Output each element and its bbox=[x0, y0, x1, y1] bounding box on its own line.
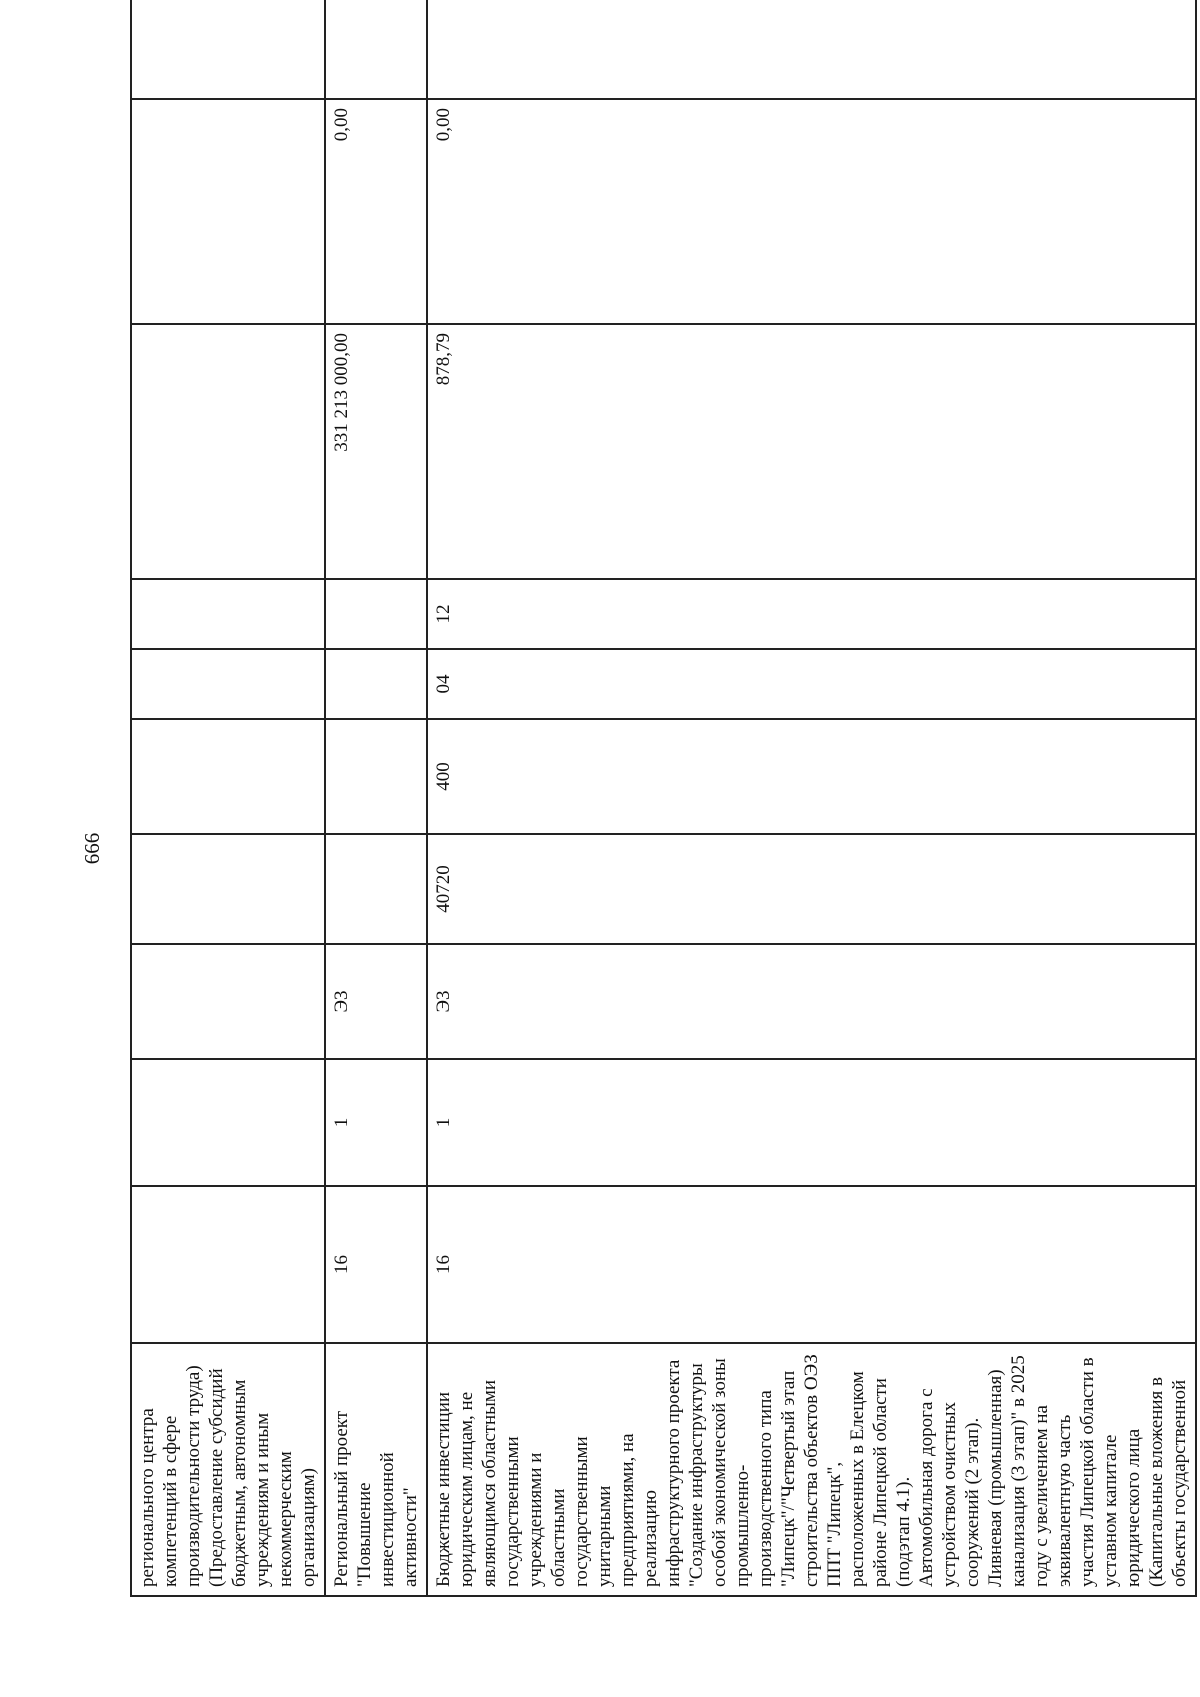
page-number: 666 bbox=[80, 832, 104, 865]
code-cell bbox=[131, 1059, 325, 1186]
code-cell: 1 bbox=[325, 1059, 427, 1186]
amount-cell: 0,00 bbox=[325, 99, 427, 324]
amount-cell bbox=[427, 0, 1196, 99]
table-row bbox=[325, 0, 427, 1596]
amount-cell bbox=[131, 0, 325, 99]
code-cell bbox=[131, 1186, 325, 1343]
code-cell: 04 bbox=[427, 649, 1196, 719]
row-name: Бюджетные инвестиции юридическим лицам, не являющимся областными государственными учреждениями и областными государственными унитарными предприятиями, на реализацию инфраструктурного проекта "Создание инфраструктуры особой экономической зоны промышленно-производственного типа "Липецк"/"Четвертый этап строительства объектов ОЭЗ ППТ "Липецк", расположенных в Елецком районе Липецкой области (подэтап 4.1). Автомобильная дорога с устройством очистных сооружений (2 этап). Ливневая (промышленная) канализация (3 этап)" в 2025 году с увеличением на эквивалентную часть участия Липецкой области в уставном капитале юридического лица (Капитальные вложения в объекты государственной bbox=[427, 1343, 1196, 1596]
code-cell bbox=[131, 579, 325, 649]
code-cell: 400 bbox=[427, 719, 1196, 834]
code-cell: 12 bbox=[427, 579, 1196, 649]
budget-table bbox=[130, 0, 1197, 1597]
code-cell bbox=[131, 649, 325, 719]
code-cell bbox=[131, 834, 325, 944]
table-row bbox=[427, 0, 1196, 1596]
code-cell bbox=[325, 649, 427, 719]
code-cell: Э3 bbox=[325, 944, 427, 1059]
code-cell: 16 bbox=[427, 1186, 1196, 1343]
amount-cell bbox=[131, 324, 325, 579]
code-cell bbox=[325, 834, 427, 944]
code-cell bbox=[325, 719, 427, 834]
code-cell: 1 bbox=[427, 1059, 1196, 1186]
amount-cell: 878,79 bbox=[427, 324, 1196, 579]
table-row bbox=[131, 0, 325, 1596]
code-cell bbox=[131, 719, 325, 834]
code-cell: 40720 bbox=[427, 834, 1196, 944]
row-name: Региональный проект "Повышение инвестиционной активности" bbox=[325, 1343, 427, 1596]
code-cell: 16 bbox=[325, 1186, 427, 1343]
row-name: регионального центра компетенций в сфере производительности труда) (Предоставление субсидий бюджетным, автономным учреждениям и иным некоммерческим организациям) bbox=[131, 1343, 325, 1596]
code-cell: Э3 bbox=[427, 944, 1196, 1059]
amount-cell: 331 213 000,00 bbox=[325, 324, 427, 579]
amount-cell bbox=[325, 0, 427, 99]
amount-cell: 0,00 bbox=[427, 99, 1196, 324]
code-cell bbox=[325, 579, 427, 649]
amount-cell bbox=[131, 99, 325, 324]
code-cell bbox=[131, 944, 325, 1059]
